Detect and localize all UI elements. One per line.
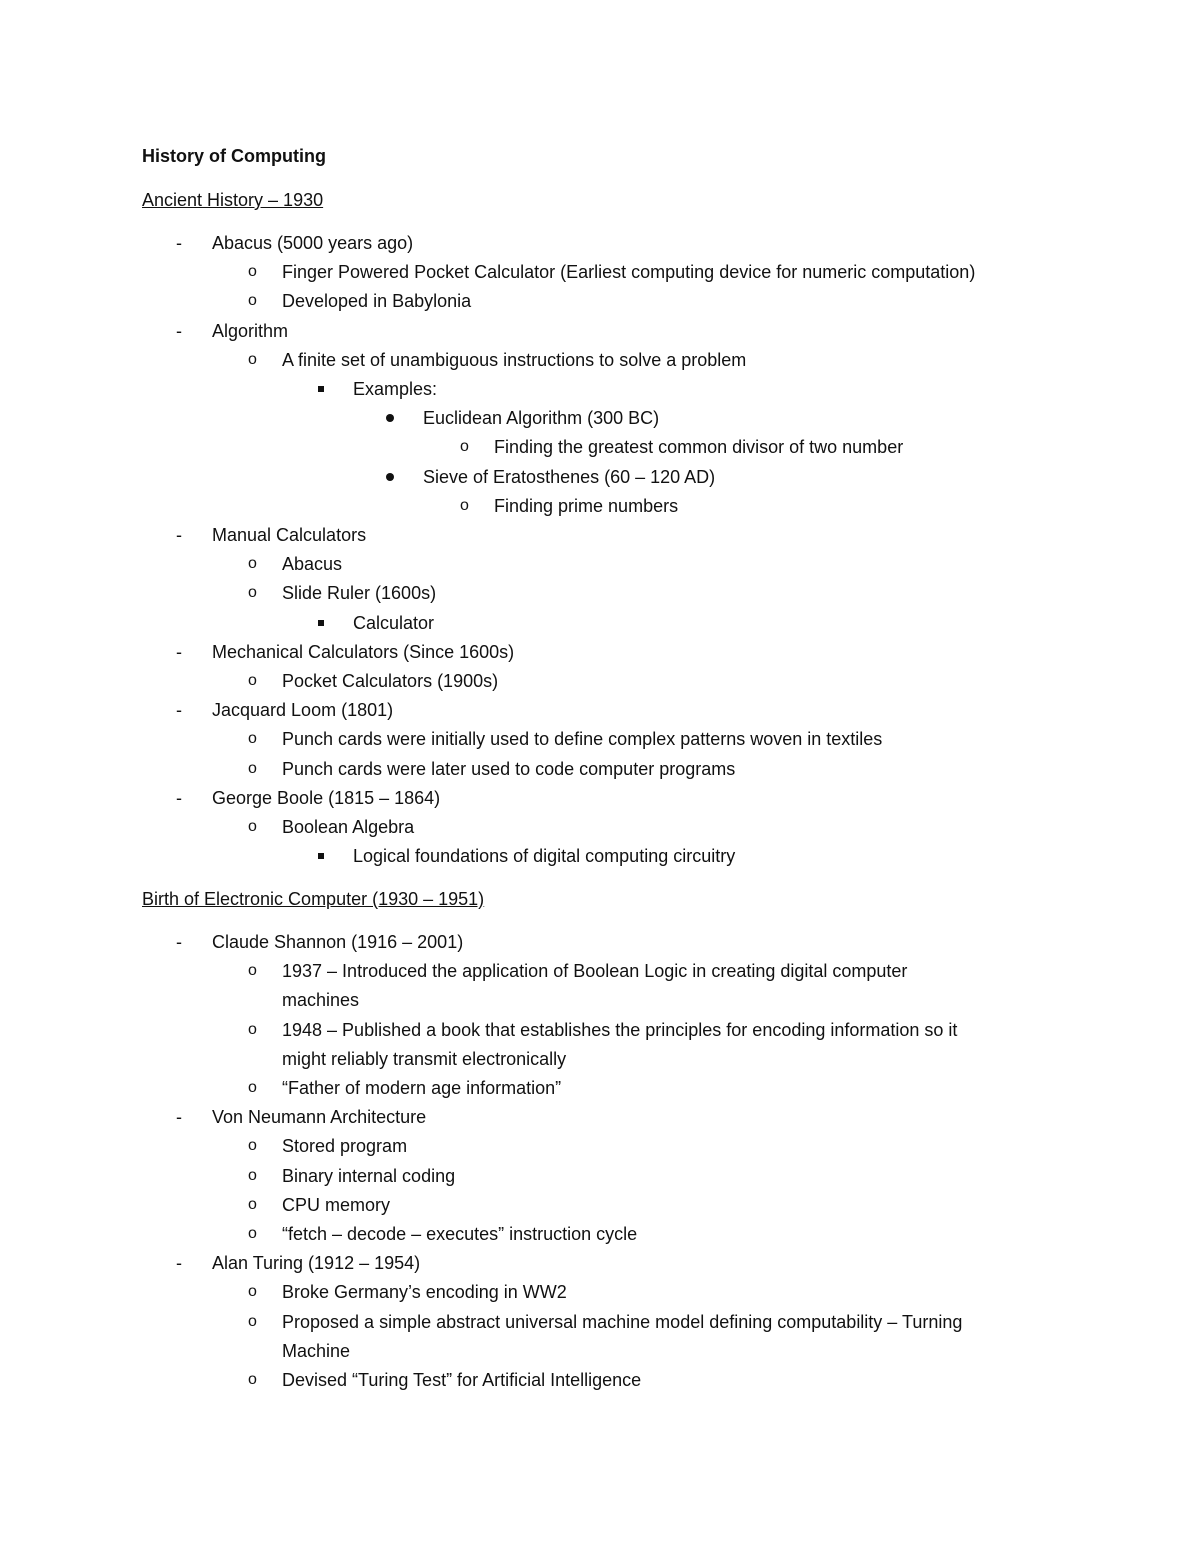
dash-bullet-icon: -: [176, 641, 182, 662]
list-item: Algorithm: [212, 320, 289, 341]
list-item: Mechanical Calculators (Since 1600s): [212, 641, 515, 662]
circle-bullet-icon: o: [248, 1283, 257, 1301]
page-title: History of Computing: [142, 146, 326, 166]
list-item: 1937 – Introduced the application of Boolean Logic in creating digital computer: [282, 961, 908, 982]
circle-bullet-icon: o: [248, 584, 257, 602]
circle-bullet-icon: o: [248, 759, 257, 777]
circle-bullet-icon: o: [248, 1312, 257, 1330]
list-item: George Boole (1815 – 1864): [212, 787, 441, 808]
list-item: Calculator: [353, 612, 435, 633]
list-item: Abacus: [282, 554, 343, 575]
list-item: Developed in Babylonia: [282, 291, 472, 312]
list-item: Slide Ruler (1600s): [282, 583, 437, 604]
circle-bullet-icon: o: [248, 555, 257, 573]
section-heading: Birth of Electronic Computer (1930 – 1951): [142, 889, 485, 909]
list-item: Finger Powered Pocket Calculator (Earliest computing device for numeric computation): [282, 262, 976, 283]
dot-bullet-icon: [386, 414, 394, 422]
list-item: Punch cards were later used to code computer programs: [282, 758, 736, 779]
list-item: Examples:: [353, 379, 438, 399]
dash-bullet-icon: -: [176, 1253, 182, 1274]
circle-bullet-icon: o: [248, 350, 257, 368]
list-item: “Father of modern age information”: [282, 1078, 562, 1098]
circle-bullet-icon: o: [460, 496, 469, 514]
dash-bullet-icon: -: [176, 320, 182, 341]
circle-bullet-icon: o: [460, 438, 469, 456]
list-item: A finite set of unambiguous instructions to solve a problem: [282, 349, 747, 370]
list-item-continuation: might reliably transmit electronically: [282, 1048, 567, 1069]
dash-bullet-icon: -: [176, 787, 182, 808]
list-item: Boolean Algebra: [282, 817, 415, 837]
list-item: Punch cards were initially used to define complex patterns woven in textiles: [282, 729, 883, 750]
list-item: Pocket Calculators (1900s): [282, 671, 499, 691]
square-bullet-icon: [318, 620, 324, 626]
circle-bullet-icon: o: [248, 1195, 257, 1213]
list-item: “fetch – decode – executes” instruction cycle: [282, 1224, 638, 1244]
dash-bullet-icon: -: [176, 700, 182, 721]
list-item: Finding prime numbers: [494, 495, 679, 516]
list-item: Binary internal coding: [282, 1165, 456, 1186]
list-item: CPU memory: [282, 1194, 391, 1215]
list-item-continuation: machines: [282, 990, 360, 1011]
list-item: Manual Calculators: [212, 525, 367, 545]
dash-bullet-icon: -: [176, 1107, 182, 1128]
circle-bullet-icon: o: [248, 1079, 257, 1096]
circle-bullet-icon: o: [248, 1137, 257, 1155]
circle-bullet-icon: o: [248, 672, 257, 689]
list-item: Euclidean Algorithm (300 BC): [423, 408, 660, 429]
circle-bullet-icon: o: [248, 1371, 257, 1388]
list-item: Von Neumann Architecture: [212, 1107, 427, 1128]
list-item: Devised “Turing Test” for Artificial Intelligence: [282, 1370, 642, 1390]
list-item-continuation: Machine: [282, 1340, 351, 1361]
list-item: Alan Turing (1912 – 1954): [212, 1253, 421, 1274]
circle-bullet-icon: o: [248, 292, 257, 310]
list-item: 1948 – Published a book that establishes the principles for encoding information so it: [282, 1019, 958, 1040]
list-item: Finding the greatest common divisor of two number: [494, 437, 904, 458]
dot-bullet-icon: [386, 473, 394, 481]
list-item: Abacus (5000 years ago): [212, 233, 414, 253]
circle-bullet-icon: o: [248, 1225, 257, 1242]
circle-bullet-icon: o: [248, 1020, 257, 1038]
circle-bullet-icon: o: [248, 962, 257, 980]
section-heading: Ancient History – 1930: [142, 190, 324, 210]
dash-bullet-icon: -: [176, 525, 182, 545]
square-bullet-icon: [318, 386, 324, 392]
list-item: Logical foundations of digital computing circuitry: [353, 846, 736, 867]
circle-bullet-icon: o: [248, 730, 257, 748]
circle-bullet-icon: o: [248, 1166, 257, 1184]
square-bullet-icon: [318, 853, 324, 859]
list-item: Proposed a simple abstract universal machine model defining computability – Turning: [282, 1311, 963, 1332]
dash-bullet-icon: -: [176, 233, 182, 253]
list-item: Broke Germany’s encoding in WW2: [282, 1282, 567, 1303]
list-item: Jacquard Loom (1801): [212, 700, 394, 721]
list-item: Stored program: [282, 1136, 408, 1157]
list-item: Sieve of Eratosthenes (60 – 120 AD): [423, 466, 716, 487]
list-item: Claude Shannon (1916 – 2001): [212, 932, 464, 952]
circle-bullet-icon: o: [248, 263, 257, 281]
dash-bullet-icon: -: [176, 932, 182, 952]
circle-bullet-icon: o: [248, 818, 257, 835]
